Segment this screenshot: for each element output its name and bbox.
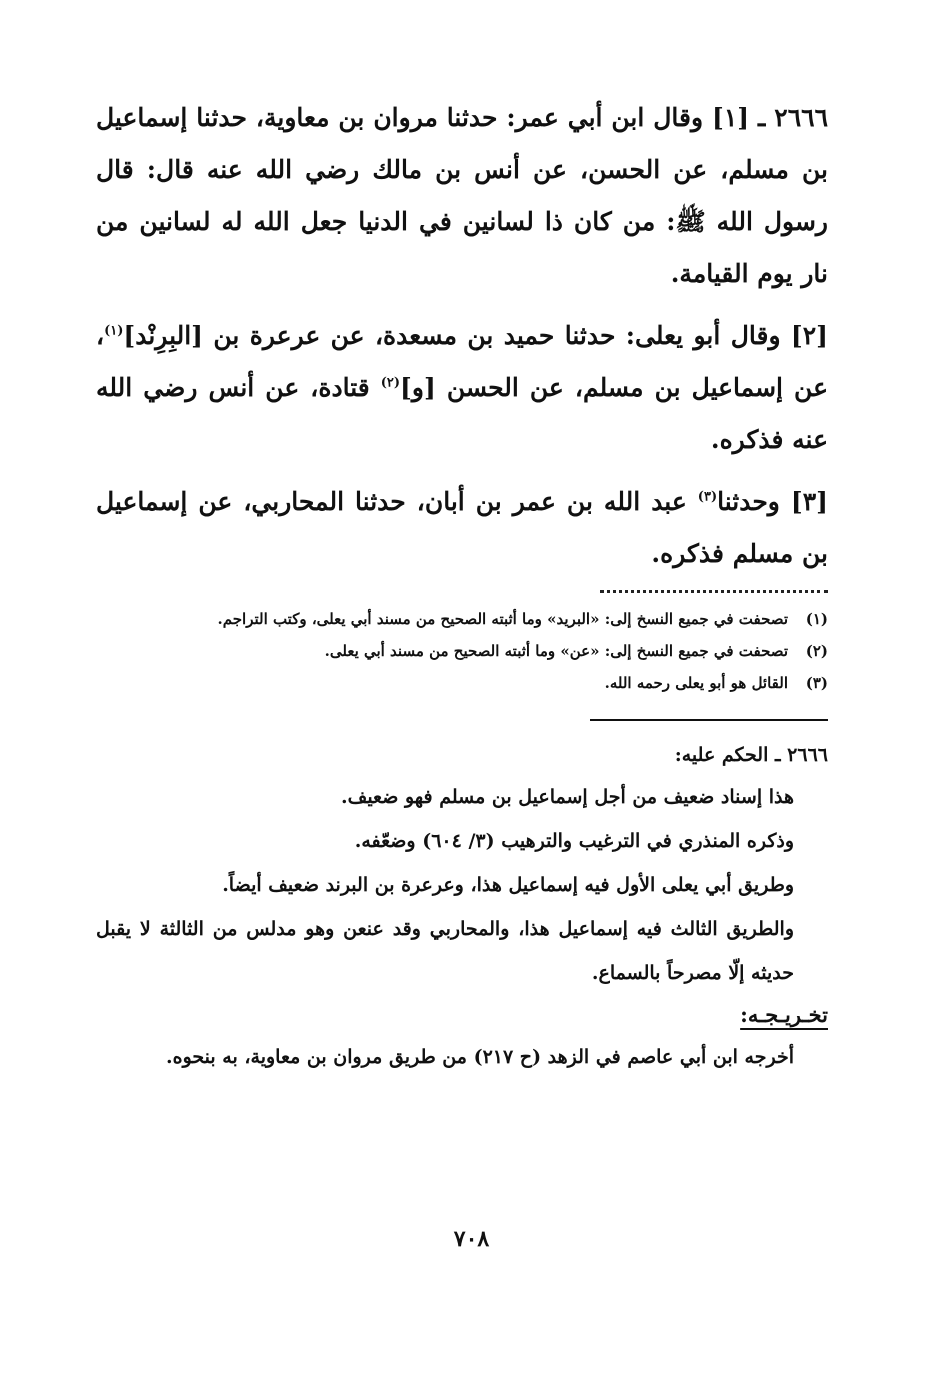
footnote-text: تصحفت في جميع النسخ إلى: «عن» وما أثبته الصحيح من مسند أبي يعلى. — [324, 642, 788, 660]
footnote-item — [96, 603, 828, 635]
takhrij-text: أخرجه ابن أبي عاصم في الزهد (ح ٢١٧) من طريق مروان بن معاوية، به بنحوه. — [166, 1046, 794, 1068]
hadith-text: [٢] وقال أبو يعلى: حدثنا حميد بن مسعدة، عن عرعرة بن [البِرِنْد] — [123, 321, 828, 350]
hadith-text: ٢٦٦٦ ـ [١] وقال ابن أبي عمر: حدثنا مروان بن معاوية، حدثنا إسماعيل بن مسلم، عن الحسن، عن أنس بن مالك رضي الله عنه قال: قال رسول الله ﷺ: من كان ذا لسانين في الدنيا جعل الله له لسانين من نار يوم القيامة. — [96, 103, 828, 288]
footnote-marker[interactable]: (٢) — [380, 375, 401, 391]
section-divider — [590, 719, 828, 721]
takhrij-heading: تخـريـجـه: — [740, 1002, 828, 1027]
footnote-separator — [600, 590, 828, 595]
hadith-text: [٣] وحدثنا — [717, 487, 828, 516]
hadith-paragraph-3 — [96, 476, 828, 580]
ruling-line: وذكره المنذري في الترغيب والترهيب (٣/ ٦٠٤) وضعّفه. — [354, 830, 794, 852]
hadith-text: قتادة، عن أنس رضي الله عنه فذكره. — [96, 373, 828, 454]
footnote-number: (٣) — [805, 674, 828, 692]
hadith-text: عبد الله بن عمر بن أبان، حدثنا المحاربي، عن إسماعيل بن مسلم فذكره. — [96, 487, 828, 568]
footnote-item — [96, 667, 828, 699]
footnote-number: (٢) — [805, 642, 828, 660]
takhrij-body — [96, 1035, 828, 1079]
footnote-marker[interactable]: (١) — [104, 323, 124, 339]
main-text — [96, 92, 828, 580]
page-number: ٧٠٨ — [453, 1226, 490, 1252]
ruling-heading: ٢٦٦٦ ـ الحكم عليه: — [674, 744, 828, 766]
footnote-text: تصحفت في جميع النسخ إلى: «البريد» وما أثبته الصحيح من مسند أبي يعلى، وكتب التراجم. — [217, 610, 788, 628]
hadith-text: ، عن إسماعيل بن مسلم، عن الحسن [و] — [96, 321, 828, 402]
page-content — [96, 92, 828, 1079]
ruling-line: هذا إسناد ضعيف من أجل إسماعيل بن مسلم فهو ضعيف. — [341, 786, 794, 808]
ruling-line: والطريق الثالث فيه إسماعيل هذا، والمحاربي وقد عنعن وهو مدلس من الثالثة لا يقبل حديثه إلّا مصرحاً بالسماع. — [96, 918, 794, 984]
ruling-line: وطريق أبي يعلى الأول فيه إسماعيل هذا، وعرعرة بن البرند ضعيف أيضاً. — [222, 874, 794, 896]
footnote-item — [96, 635, 828, 667]
footnotes — [96, 603, 828, 699]
footnote-text: القائل هو أبو يعلى رحمه الله. — [604, 674, 788, 692]
hadith-paragraph-1 — [96, 92, 828, 300]
hadith-paragraph-2 — [96, 310, 828, 466]
footnote-number: (١) — [805, 610, 828, 628]
ruling-body — [96, 775, 828, 995]
footnote-marker[interactable]: (٣) — [697, 489, 718, 505]
